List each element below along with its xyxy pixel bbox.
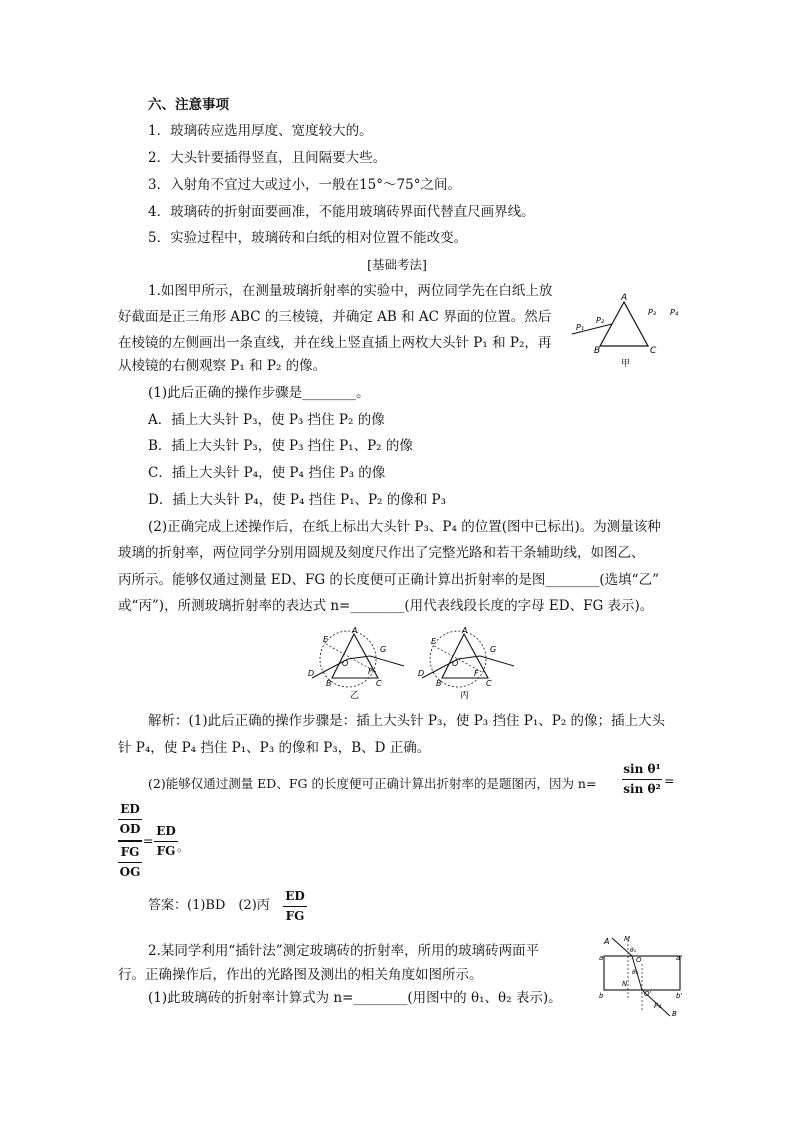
answer-den: FG xyxy=(285,909,305,923)
label-C: C xyxy=(650,346,657,356)
formula-period: 。 xyxy=(177,840,190,854)
q1-part2-line: (2)正确完成上述操作后，在纸上标出大头针 P₃、P₄ 的位置(图中已标出)。为测量该种 xyxy=(148,519,661,535)
note-item: 1．玻璃砖应选用厚度、宽度较大的。 xyxy=(148,123,373,139)
formula-ed2: ED xyxy=(156,824,176,838)
note-item: 4．玻璃砖的折射面要画准，不能用玻璃砖界面代替直尺画界线。 xyxy=(148,204,535,220)
formula-equals: = xyxy=(143,833,154,848)
section-heading: [基础考法] xyxy=(367,257,427,272)
label-B: B xyxy=(594,346,601,356)
figure-caption: 乙 xyxy=(350,691,360,700)
label-P4: P₄ xyxy=(654,1002,662,1010)
label-O: O xyxy=(342,659,349,668)
q2-stem-line: 2.某同学利用“插针法”测定玻璃砖的折射率，所用的玻璃砖两面平 xyxy=(148,943,540,959)
label-B: B xyxy=(436,679,442,688)
label-O-prime: O' xyxy=(644,990,652,998)
label-B: B xyxy=(672,1010,677,1018)
q1-option-d: D．插上大头针 P₄，使 P₄ 挡住 P₁、P₂ 的像和 P₃ xyxy=(148,492,447,508)
label-theta1: θ₁ xyxy=(630,947,637,954)
label-theta2: θ₂ xyxy=(632,969,639,976)
q1-option-b: B．插上大头针 P₃，使 P₃ 挡住 P₁、P₂ 的像 xyxy=(148,438,413,454)
formula-fg: FG xyxy=(120,845,140,859)
label-O: O xyxy=(452,659,459,668)
fraction-bar-main xyxy=(118,840,142,842)
formula-sin2: sin θ² xyxy=(623,782,661,796)
prism-triangle xyxy=(600,302,648,346)
q1-option-c: C．插上大头针 P₄，使 P₄ 挡住 P₃ 的像 xyxy=(148,465,386,481)
label-G: G xyxy=(380,645,387,654)
label-D: D xyxy=(308,669,315,678)
fraction-bar xyxy=(283,906,307,907)
analysis-part2: (2)能够仅通过测量 ED、FG 的长度便可正确计算出折射率的是题图丙，因为 n= xyxy=(148,776,597,791)
note-item: 3．入射角不宜过大或过小，一般在15°～75°之间。 xyxy=(148,177,461,193)
q2-part1: (1)此玻璃砖的折射率计算式为 n=________(用图中的 θ₁、θ₂ 表示)。 xyxy=(148,990,562,1006)
q1-stem-line: 从棱镜的右侧观察 P₁ 和 P₂ 的像。 xyxy=(118,358,327,374)
label-F: F xyxy=(474,669,479,678)
fraction-bar xyxy=(622,779,662,780)
label-G: G xyxy=(490,645,497,654)
analysis-line: 针 P₄，使 P₄ 挡住 P₁、P₃ 的像和 P₃，B、D 正确。 xyxy=(118,740,431,756)
label-P3: P₃ xyxy=(648,308,657,317)
fraction-bar xyxy=(118,819,142,820)
figure-yi xyxy=(306,626,406,700)
q1-stem-line: 好截面是正三角形 ABC 的三棱镜，并确定 AB 和 AC 界面的位置。然后 xyxy=(118,309,552,325)
answer-num: ED xyxy=(285,889,305,903)
q1-part2-line: 丙所示。能够仅通过测量 ED、FG 的长度便可正确计算出折射率的是图________(选填“乙” xyxy=(118,572,659,588)
q1-part2-line: 玻璃的折射率，两位同学分别用圆规及刻度尺作出了完整光路和若干条辅助线，如图乙、 xyxy=(118,545,645,561)
label-b-prime: b' xyxy=(676,992,683,1000)
formula-sin1: sin θ¹ xyxy=(623,762,661,776)
label-P1: P₁ xyxy=(576,323,585,332)
q1-part1: (1)此后正确的操作步骤是________。 xyxy=(148,385,370,401)
label-A: A xyxy=(462,626,468,635)
label-M: M xyxy=(624,935,631,943)
label-E: E xyxy=(323,635,329,644)
label-a-prime: a' xyxy=(676,954,683,962)
figure-caption: 丙 xyxy=(460,691,470,700)
analysis-line: 解析：(1)此后正确的操作步骤是：插上大头针 P₃，使 P₃ 挡住 P₁、P₂ 的像；插上大头 xyxy=(148,713,666,729)
label-b: b xyxy=(599,992,604,1000)
figure-caption: 甲 xyxy=(621,359,631,369)
label-P2: P₂ xyxy=(596,316,605,325)
figure-jia xyxy=(566,290,686,370)
label-D: D xyxy=(418,669,425,678)
label-F: F xyxy=(368,667,373,676)
formula-od: OD xyxy=(119,822,141,836)
q1-part2-line: 或“丙”)，所测玻璃折射率的表达式 n=________(用代表线段长度的字母 ED、FG 表示)。 xyxy=(118,598,654,614)
label-A: A xyxy=(352,626,358,635)
q2-stem-line: 行。正确操作后，作出的光路图及测出的相关角度如图所示。 xyxy=(118,967,483,983)
figure-bing xyxy=(416,626,516,700)
section-title: 六、注意事项 xyxy=(148,97,229,113)
note-item: 2．大头针要插得竖直，且间隔要大些。 xyxy=(148,150,387,166)
formula-equals: = xyxy=(664,773,675,788)
fraction-bar xyxy=(118,862,142,863)
answer-label: 答案：(1)BD (2)丙 xyxy=(148,898,270,913)
q1-stem-line: 1.如图甲所示，在测量玻璃折射率的实验中，两位同学先在白纸上放 xyxy=(148,283,553,299)
q1-option-a: A．插上大头针 P₃，使 P₃ 挡住 P₂ 的像 xyxy=(148,412,385,428)
label-E: E xyxy=(431,637,437,646)
label-O: O xyxy=(636,956,642,964)
label-N: N xyxy=(622,980,628,988)
q1-stem-line: 在棱镜的左侧画出一条直线，并在线上竖直插上两枚大头针 P₁ 和 P₂，再 xyxy=(118,335,552,351)
fraction-bar xyxy=(154,841,178,842)
formula-fg2: FG xyxy=(156,844,176,858)
label-P4: P₄ xyxy=(670,308,679,317)
formula-og: OG xyxy=(119,865,141,879)
label-B: B xyxy=(326,679,332,688)
note-item: 5．实验过程中，玻璃砖和白纸的相对位置不能改变。 xyxy=(148,230,468,246)
label-C: C xyxy=(376,679,382,688)
label-A: A xyxy=(604,937,610,946)
label-A: A xyxy=(621,293,628,303)
label-a: a xyxy=(599,954,604,962)
formula-ed: ED xyxy=(120,802,140,816)
label-C: C xyxy=(486,679,492,688)
figure-q2 xyxy=(598,934,690,1018)
